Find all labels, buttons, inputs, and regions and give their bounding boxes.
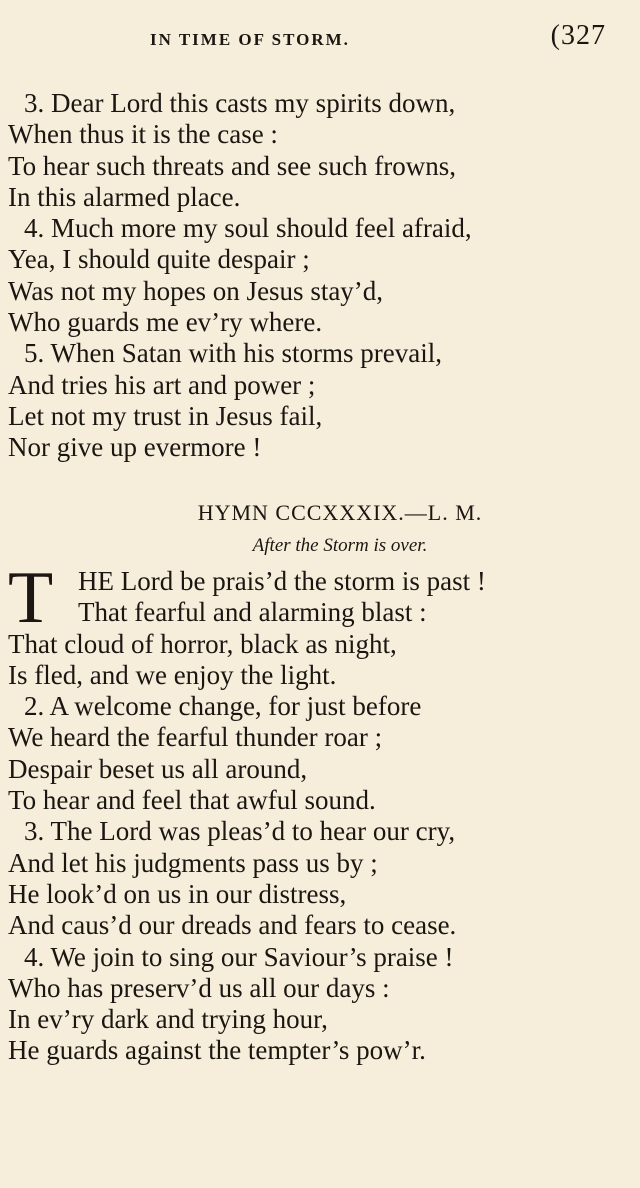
verse-line: To hear such threats and see such frowns, bbox=[8, 150, 456, 181]
verse-line: Yea, I should quite despair ; bbox=[8, 244, 310, 275]
verse-line: Who has preserv’d us all our days : bbox=[8, 972, 390, 1003]
verse-line: 3. Dear Lord this casts my spirits down, bbox=[24, 88, 456, 118]
page-number: (327 bbox=[550, 20, 606, 51]
verse-line: And let his judgments pass us by ; bbox=[8, 847, 378, 878]
verse-line: 5. When Satan with his storms prevail, bbox=[24, 338, 442, 369]
hymn-first-line-text: HE Lord be prais’d the storm is past ! bbox=[78, 566, 486, 596]
verse-line: When thus it is the case : bbox=[8, 119, 278, 150]
verse-line: 2. A welcome change, for just before bbox=[24, 691, 422, 722]
verse-line: Let not my trust in Jesus fail, bbox=[8, 400, 323, 431]
hymn-body bbox=[8, 557, 628, 1067]
verse-line: 4. Much more my soul should feel afraid, bbox=[24, 213, 472, 244]
hymn-second-line: That fearful and alarming blast : bbox=[78, 597, 427, 628]
verse-line: Despair beset us all around, bbox=[8, 753, 308, 784]
verse-line: And caus’d our dreads and fears to cease. bbox=[8, 910, 457, 941]
verse-line: And tries his art and power ; bbox=[8, 369, 316, 400]
verse-line: In this alarmed place. bbox=[8, 181, 241, 212]
verse-line: Nor give up evermore ! bbox=[8, 432, 262, 463]
verse-line: 4. We join to sing our Saviour’s praise ! bbox=[24, 941, 454, 972]
verse-line: To hear and feel that awful sound. bbox=[8, 785, 376, 816]
hymn-subtitle: After the Storm is over. bbox=[252, 535, 428, 556]
drop-cap: T bbox=[8, 557, 54, 639]
verse-line: 3. The Lord was pleas’d to hear our cry, bbox=[24, 816, 456, 847]
verse-line: He look’d on us in our distress, bbox=[8, 878, 347, 909]
verse-line: In ev’ry dark and trying hour, bbox=[8, 1004, 328, 1035]
verse-line: Was not my hopes on Jesus stay’d, bbox=[8, 275, 384, 306]
verse-line: Who guards me ev’ry where. bbox=[8, 307, 323, 338]
hymn-verse-lines bbox=[8, 629, 628, 1067]
previous-hymn-verses bbox=[8, 88, 628, 464]
hymn-title: HYMN CCCXXXIX.—L. M. bbox=[197, 500, 483, 525]
verse-line: That cloud of horror, black as night, bbox=[8, 628, 397, 659]
verse-line: We heard the fearful thunder roar ; bbox=[8, 722, 383, 753]
verse-line: He guards against the tempter’s pow’r. bbox=[8, 1035, 426, 1066]
verse-line: Is fled, and we enjoy the light. bbox=[8, 659, 337, 690]
running-title: IN TIME OF STORM. bbox=[150, 30, 350, 49]
